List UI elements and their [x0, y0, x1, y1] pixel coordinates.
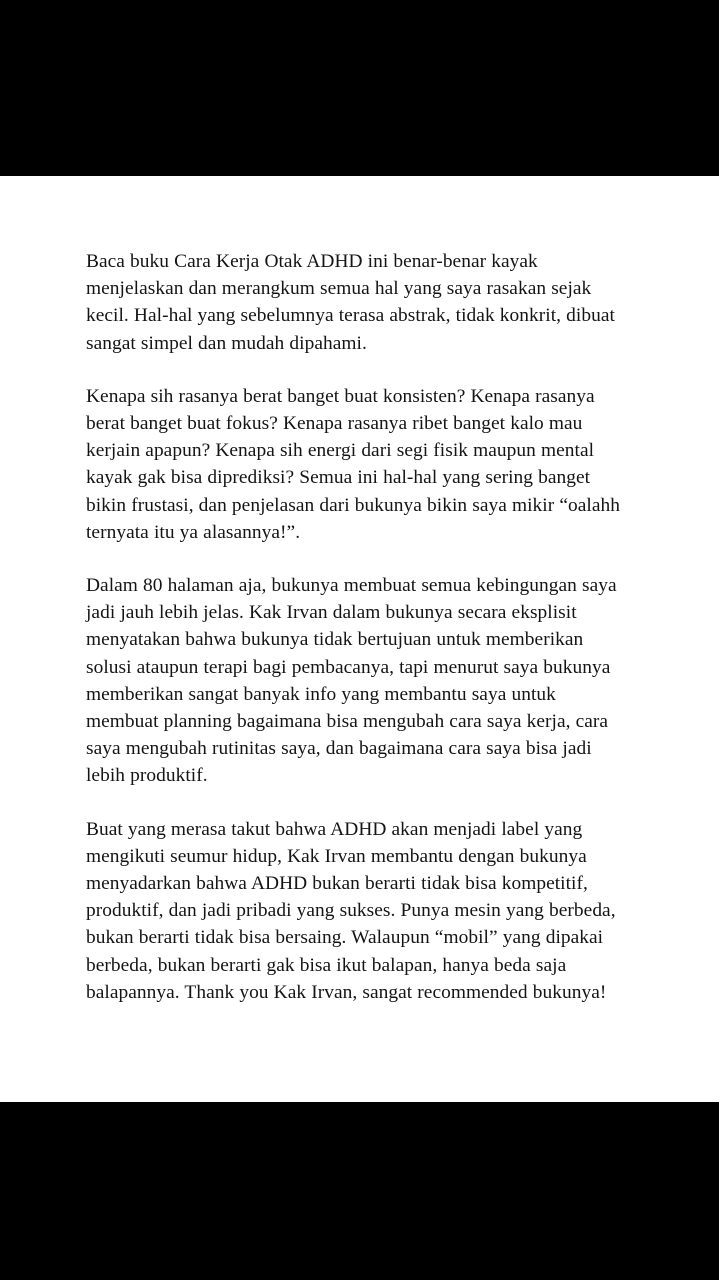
- review-paragraph-3: Dalam 80 halaman aja, bukunya membuat semua kebingungan saya jadi jauh lebih jelas. Kak Irvan dalam bukunya secara eksplisit menyatakan bahwa bukunya tidak bertujuan untuk memberikan solusi ataupun terapi bagi pembacanya, tapi menurut saya bukunya memberikan sangat banyak info yang membantu saya untuk membuat planning bagaimana bisa mengubah cara saya kerja, cara saya mengubah rutinitas saya, dan bagaimana cara saya bisa jadi lebih produktif.: [86, 575, 617, 787]
- review-text-block: [86, 248, 632, 1006]
- review-paragraph-2: Kenapa sih rasanya berat banget buat konsisten? Kenapa rasanya berat banget buat fokus? Kenapa rasanya ribet banget kalo mau kerjain apapun? Kenapa sih energi dari segi fisik maupun mental kayak gak bisa diprediksi? Semua ini hal-hal yang sering banget bikin frustasi, dan penjelasan dari bukunya bikin saya mikir “oalahh ternyata itu ya alasannya!”.: [86, 385, 620, 543]
- letterbox-top-bar: [0, 0, 719, 176]
- document-page: [0, 176, 719, 1102]
- review-paragraph-1: Baca buku Cara Kerja Otak ADHD ini benar-benar kayak menjelaskan dan merangkum semua hal yang saya rasakan sejak kecil. Hal-hal yang sebelumnya terasa abstrak, tidak konkrit, dibuat sangat simpel dan mudah dipahami.: [86, 251, 615, 354]
- letterbox-bottom-bar: [0, 1102, 719, 1280]
- review-paragraph-4: Buat yang merasa takut bahwa ADHD akan menjadi label yang mengikuti seumur hidup, Kak Irvan membantu dengan bukunya menyadarkan bahwa ADHD bukan berarti tidak bisa kompetitif, produktif, dan jadi pribadi yang sukses. Punya mesin yang berbeda, bukan berarti tidak bisa bersaing. Walaupun “mobil” yang dipakai berbeda, bukan berarti gak bisa ikut balapan, hanya beda saja balapannya. Thank you Kak Irvan, sangat recommended bukunya!: [86, 818, 616, 1003]
